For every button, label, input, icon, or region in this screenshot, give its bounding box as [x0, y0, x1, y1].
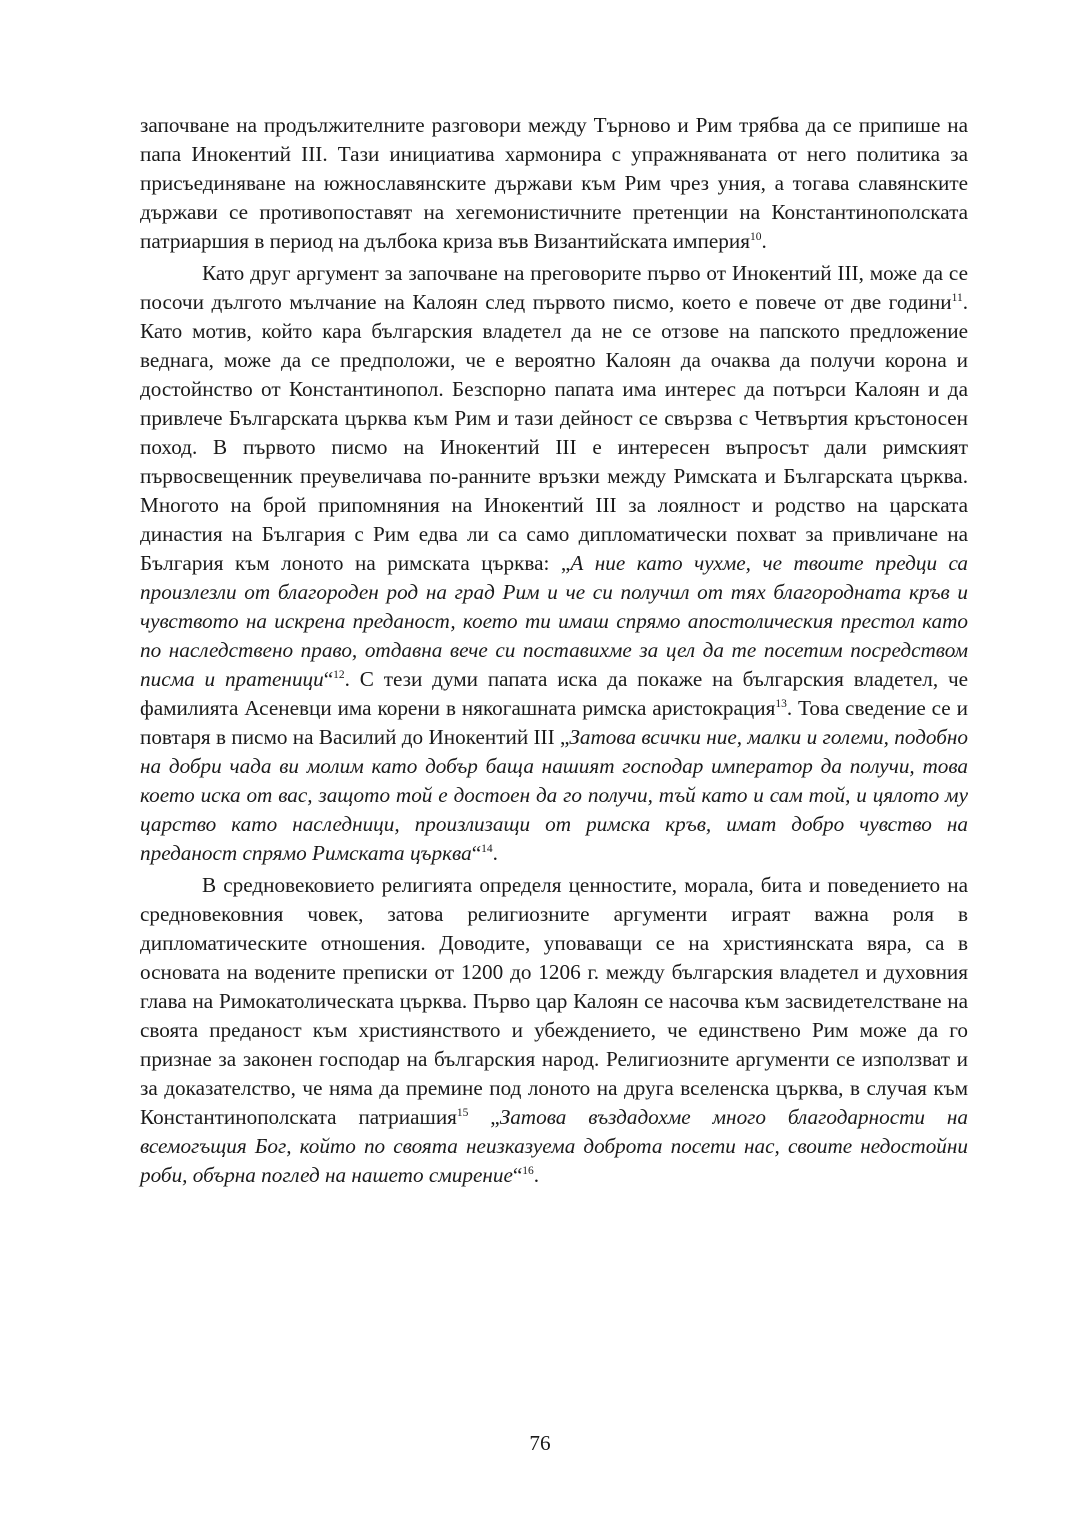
paragraph-text: . Това сведение се и повтаря в писмо на Василий до Инокентий III „ — [140, 696, 968, 749]
footnote-marker: 12 — [333, 668, 345, 681]
body-text — [140, 111, 968, 1190]
paragraph-text: . — [761, 229, 767, 253]
paragraph — [140, 259, 968, 868]
footnote-marker: 10 — [749, 230, 762, 243]
paragraph-text: В средновековието религията определя ценностите, морала, бита и поведението на средновековния човек, затова религиозните аргументи играят важна роля в дипломатическите отношения. Доводите, уповаващи се на християнската вяра, са в основата на водените преписки от 1200 до 1206 г. между българския владетел и духовния глава на Римокатолическата църква. Първо цар Калоян се насочва към засвидетелстване на своята преданост към християнството и убеждението, че единствено Рим може да го признае за законен господар на българския народ. Религиозните аргументи се използват и за доказателство, че няма да премине под лоното на друга вселенска църква, в случая към Константинополската патриашия — [140, 873, 968, 1129]
paragraph-text: „ — [468, 1105, 500, 1129]
quotation-text: А ние като чухме, че твоите предци са произлезли от благороден род на град Рим и че си получил от тях благородната кръв и чувството на искрена преданост, което ти имаш спрямо апостолическия престол като по наследствено право, отдавна вече си поставихме за цел да те посетим посредством писма и пратеници — [140, 551, 968, 691]
paragraph — [140, 111, 968, 256]
page-number: 76 — [529, 1431, 551, 1455]
paragraph-text: “ — [471, 841, 482, 865]
paragraph-text: . Като мотив, който кара българския владетел да не се отзове на папското предложение веднага, може да се предположи, че е вероятно Калоян да очаква да получи корона и достойнство от Константинопол. Безспорно папата има интерес да потърси Калоян и да привлече Българската църква към Рим и тази дейност се свързва с Четвъртия кръстоносен поход. В първото писмо на Инокентий III е интересен въпросът дали римският първосвещенник преувеличава по-ранните връзки между Римската и Българската църква. Многото на брой припомняния на Инокентий III за лоялност и родство на царската династия на България с Рим едва ли са само дипломатически похват за привличане на България към лоното на римската църква: „ — [140, 290, 968, 575]
footnote-marker: 16 — [522, 1164, 534, 1177]
paragraph-text: “ — [323, 667, 334, 691]
paragraph-text: . — [492, 841, 498, 865]
paragraph-text: започване на продължителните разговори между Търново и Рим трябва да се припише на папа Инокентий III. Тази инициатива хармонира с упражняваната от него политика за присъединяване на южнославянските държави към Рим чрез уния, а тогава славянските държави се противопоставят на хегемонистичните претенции на Константинополската патриаршия в период на дълбока криза във Византийската империя — [140, 113, 968, 253]
paragraph-text: . С тези думи папата иска да покаже на българския владетел, че фамилията Асеневци има корени в някогашната римска аристокрация — [140, 667, 968, 720]
paragraph-text: . — [533, 1163, 540, 1187]
quotation-text: Затова всички ние, малки и големи, подобно на добри чада ви молим като добър баща нашият господар император да получи, това което иска от вас, защото той е достоен да го получи, тъй като и сам той, и цялото му царство като наследници, произлизащи от римска кръв, имат добро чувство на преданост спрямо Римската църква — [140, 725, 968, 865]
footnote-marker: 15 — [456, 1106, 469, 1119]
paragraph-text: Като друг аргумент за започване на преговорите първо от Инокентий III, може да се посочи дългото мълчание на Калоян след първото писмо, което е повече от две години — [140, 261, 968, 314]
quotation-text: Затова въздадохме много благодарности на всемогъщия Бог, който по своята неизказуема доброта посети нас, своите недостойни роби, обърна поглед на нашето смирение — [140, 1105, 969, 1187]
paragraph — [140, 871, 968, 1190]
paragraph-text: “ — [512, 1163, 523, 1187]
footnote-marker: 14 — [481, 842, 493, 855]
footnote-marker: 13 — [775, 697, 787, 710]
footnote-marker: 11 — [951, 291, 963, 304]
